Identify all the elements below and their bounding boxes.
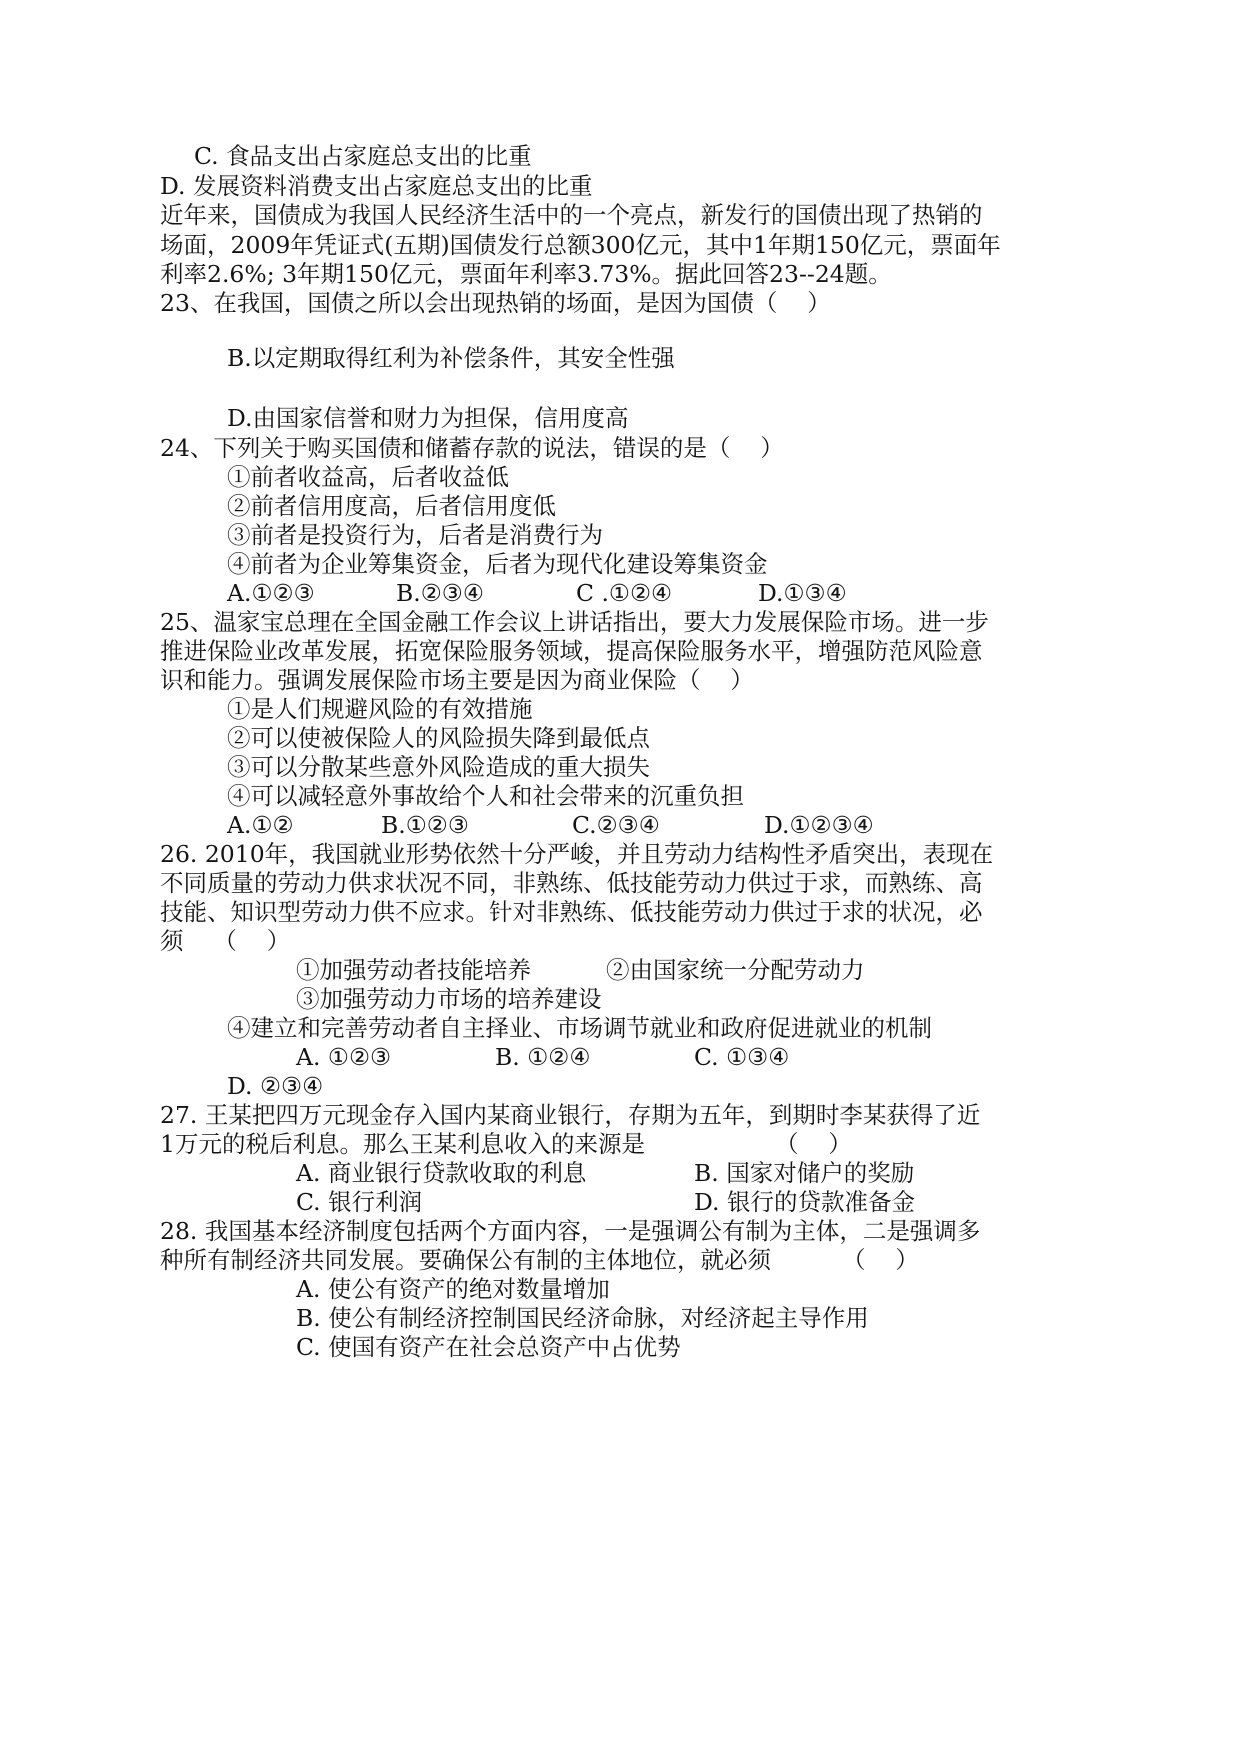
statement-3: ③前者是投资行为，后者是消费行为 xyxy=(227,521,603,549)
answer-blank: （ ） xyxy=(775,1130,852,1158)
text-line: 场面，2009年凭证式(五期)国债发行总额300亿元，其中1年期150亿元，票面年 xyxy=(160,231,1001,259)
statement-1: ①前者收益高，后者收益低 xyxy=(227,463,509,491)
option-d: D.由国家信誉和财力为担保，信用度高 xyxy=(227,404,629,432)
option-b: B. 使公有制经济控制国民经济命脉，对经济起主导作用 xyxy=(296,1304,869,1332)
option-c: C. 银行利润 xyxy=(296,1188,423,1216)
statement-3: ③加强劳动力市场的培养建设 xyxy=(296,985,602,1013)
text-line: 不同质量的劳动力供求状况不同，非熟练、低技能劳动力供过于求，而熟练、高 xyxy=(160,869,983,897)
option-a: A. 商业银行贷款收取的利息 xyxy=(296,1159,587,1187)
text-line: 近年来，国债成为我国人民经济生活中的一个亮点，新发行的国债出现了热销的 xyxy=(160,201,983,229)
statement-3: ③可以分散某些意外风险造成的重大损失 xyxy=(227,753,650,781)
option-d: D. 银行的贷款准备金 xyxy=(694,1188,915,1216)
option-a: A.①②③ xyxy=(227,579,315,607)
question-28-stem: 28. 我国基本经济制度包括两个方面内容，一是强调公有制为主体，二是强调多 xyxy=(160,1217,981,1245)
statement-2: ②前者信用度高，后者信用度低 xyxy=(227,492,556,520)
question-26-stem: 26. 2010年，我国就业形势依然十分严峻，并且劳动力结构性矛盾突出，表现在 xyxy=(160,840,994,868)
text-line: 种所有制经济共同发展。要确保公有制的主体地位，就必须 xyxy=(160,1246,771,1274)
option-c: C .①②④ xyxy=(576,579,673,607)
statement-4: ④前者为企业筹集资金，后者为现代化建设筹集资金 xyxy=(227,550,768,578)
option-a: A.①② xyxy=(227,811,294,839)
option-b: B.②③④ xyxy=(396,579,484,607)
statement-4: ④可以减轻意外事故给个人和社会带来的沉重负担 xyxy=(227,782,744,810)
option-d: D. ②③④ xyxy=(227,1072,324,1100)
option-c: C. ①③④ xyxy=(694,1043,790,1071)
question-24-stem: 24、下列关于购买国债和储蓄存款的说法，错误的是（ ） xyxy=(160,434,784,462)
option-b: B. ①②④ xyxy=(495,1043,591,1071)
text-line: 须 （ ） xyxy=(160,927,291,955)
text-line: 识和能力。强调发展保险市场主要是因为商业保险（ ） xyxy=(160,666,754,694)
statement-2: ②可以使被保险人的风险损失降到最低点 xyxy=(227,724,650,752)
statement-4: ④建立和完善劳动者自主择业、市场调节就业和政府促进就业的机制 xyxy=(227,1014,932,1042)
statement-1: ①加强劳动者技能培养 xyxy=(296,956,531,984)
question-23-stem: 23、在我国，国债之所以会出现热销的场面，是因为国债（ ） xyxy=(160,289,831,317)
question-27-stem: 27. 王某把四万元现金存入国内某商业银行，存期为五年，到期时李某获得了近 xyxy=(160,1101,981,1129)
option-c: C.②③④ xyxy=(572,811,660,839)
answer-blank: （ ） xyxy=(842,1246,919,1274)
option-b: B.①②③ xyxy=(381,811,469,839)
text-line: 1万元的税后利息。那么王某利息收入的来源是 xyxy=(160,1130,645,1158)
option-a: A. 使公有资产的绝对数量增加 xyxy=(296,1275,610,1303)
text-line: C. 食品支出占家庭总支出的比重 xyxy=(194,142,532,170)
text-line: 技能、知识型劳动力供不应求。针对非熟练、低技能劳动力供过于求的状况，必 xyxy=(160,898,983,926)
text-line: D. 发展资料消费支出占家庭总支出的比重 xyxy=(160,172,593,200)
option-d: D.①②③④ xyxy=(764,811,874,839)
option-c: C. 使国有资产在社会总资产中占优势 xyxy=(296,1333,681,1361)
question-25-stem: 25、温家宝总理在全国金融工作会议上讲话指出，要大力发展保险市场。进一步 xyxy=(160,608,989,636)
option-b: B.以定期取得红利为补偿条件，其安全性强 xyxy=(227,344,675,372)
text-line: 利率2.6%; 3年期150亿元，票面年利率3.73%。据此回答23--24题。 xyxy=(160,260,892,288)
option-b: B. 国家对储户的奖励 xyxy=(694,1159,915,1187)
statement-1: ①是人们规避风险的有效措施 xyxy=(227,695,533,723)
option-a: A. ①②③ xyxy=(296,1043,392,1071)
option-d: D.①③④ xyxy=(758,579,847,607)
statement-2: ②由国家统一分配劳动力 xyxy=(606,956,865,984)
text-line: 推进保险业改革发展，拓宽保险服务领域，提高保险服务水平，增强防范风险意 xyxy=(160,637,983,665)
